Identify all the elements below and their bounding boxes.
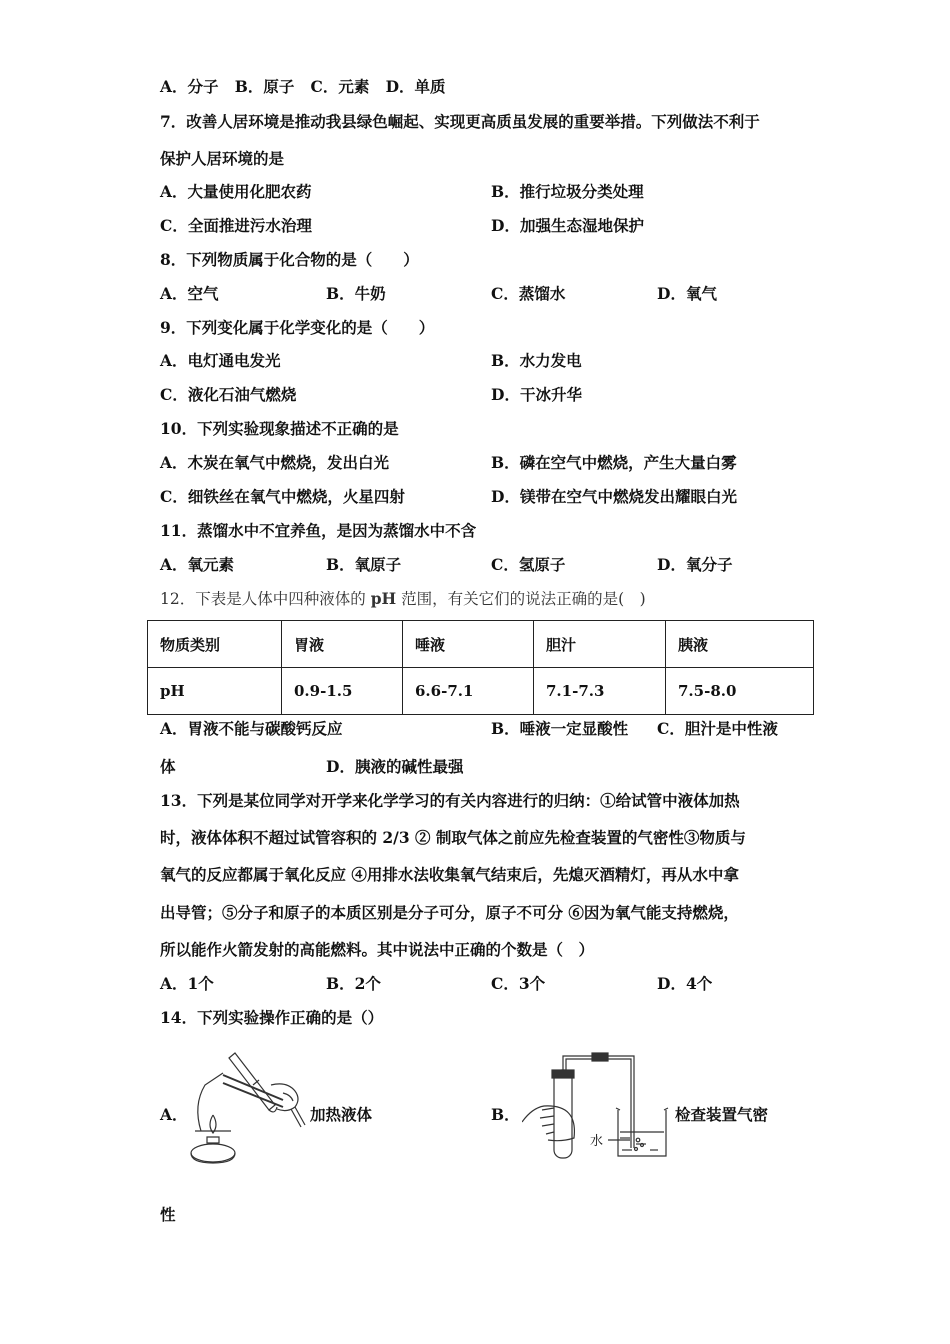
q12-option-d: D．胰液的碱性最强 bbox=[326, 757, 464, 776]
q7-option-d: D．加强生态湿地保护 bbox=[491, 216, 644, 235]
q6-option-b: B．原子 bbox=[234, 77, 295, 96]
q14-option-b-continued: 性 bbox=[160, 1205, 176, 1224]
q13-stem-line: 13．下列是某位同学对开学来化学学习的有关内容进行的归纳：①给试管中液体加热 bbox=[160, 791, 740, 810]
table-header-cell: 物质类别 bbox=[148, 621, 282, 668]
q12-stem bbox=[160, 589, 646, 609]
q12-option-a: A．胃液不能与碳酸钙反应 bbox=[160, 719, 343, 738]
heating-liquid-illustration bbox=[183, 1045, 308, 1165]
table-header-cell: 胃液 bbox=[282, 621, 403, 668]
q12-option-b: B．唾液一定显酸性 bbox=[491, 719, 629, 738]
q9-option-d: D．干冰升华 bbox=[491, 385, 582, 404]
q12-stem-ph: pH bbox=[370, 589, 397, 608]
q13-option-a: A．1个 bbox=[160, 974, 214, 993]
q7-stem-line2: 保护人居环境的是 bbox=[160, 149, 285, 168]
ph-table bbox=[147, 620, 814, 715]
q12-number: 12． bbox=[160, 590, 196, 608]
q8-option-b: B．牛奶 bbox=[326, 284, 386, 303]
q14-option-b-label: B． bbox=[491, 1105, 520, 1124]
q10-option-a: A．木炭在氧气中燃烧，发出白光 bbox=[160, 453, 390, 472]
q8-option-c: C．蒸馏水 bbox=[491, 284, 566, 303]
table-header-row bbox=[148, 621, 814, 668]
q10-option-b: B．磷在空气中燃烧，产生大量白雾 bbox=[491, 453, 737, 472]
q8-option-a: A．空气 bbox=[160, 284, 219, 303]
q14-stem: 14．下列实验操作正确的是（） bbox=[160, 1008, 384, 1027]
q7-option-a: A．大量使用化肥农药 bbox=[160, 182, 312, 201]
q9-option-c: C．液化石油气燃烧 bbox=[160, 385, 297, 404]
q12-option-c: C．胆汁是中性液 bbox=[657, 719, 778, 738]
q13-option-b: B．2个 bbox=[326, 974, 381, 993]
table-header-cell: 唾液 bbox=[403, 621, 534, 668]
q13-stem-line: 出导管；⑤分子和原子的本质区别是分子可分，原子不可分 ⑥因为氧气能支持燃烧， bbox=[160, 903, 739, 922]
q9-option-a: A．电灯通电发光 bbox=[160, 351, 281, 370]
q14-option-b-text: 检查装置气密 bbox=[675, 1105, 769, 1124]
q10-option-d: D．镁带在空气中燃烧发出耀眼白光 bbox=[491, 487, 737, 506]
q14-option-a-text: 加热液体 bbox=[310, 1105, 373, 1124]
q12-stem-post: 范围，有关它们的说法正确的是( ) bbox=[401, 590, 646, 608]
table-row bbox=[148, 668, 814, 715]
q6-option-c: C．元素 bbox=[310, 77, 370, 96]
q6-option-d: D．单质 bbox=[385, 77, 446, 96]
q9-option-b: B．水力发电 bbox=[491, 351, 582, 370]
q11-option-a: A．氧元素 bbox=[160, 555, 235, 574]
q13-option-c: C．3个 bbox=[491, 974, 546, 993]
table-cell: pH bbox=[148, 668, 282, 715]
table-cell: 7.5-8.0 bbox=[666, 668, 814, 715]
table-header-cell: 胆汁 bbox=[534, 621, 666, 668]
q12-stem-pre: 下表是人体中四种液体的 bbox=[195, 590, 366, 608]
q11-option-b: B．氧原子 bbox=[326, 555, 402, 574]
q8-stem: 8．下列物质属于化合物的是（ ） bbox=[160, 250, 419, 269]
q13-option-d: D．4个 bbox=[657, 974, 713, 993]
q6-options bbox=[160, 77, 446, 97]
table-cell: 0.9-1.5 bbox=[282, 668, 403, 715]
q11-stem: 11．蒸馏水中不宜养鱼，是因为蒸馏水中不含 bbox=[160, 521, 477, 540]
q14-option-a-label: A． bbox=[160, 1105, 188, 1124]
table-cell: 6.6-7.1 bbox=[403, 668, 534, 715]
q13-stem-line: 所以能作火箭发射的高能燃料。其中说法中正确的个数是（ ） bbox=[160, 940, 595, 959]
q7-option-b: B．推行垃圾分类处理 bbox=[491, 182, 644, 201]
airtightness-check-illustration bbox=[522, 1048, 672, 1163]
q10-stem: 10．下列实验现象描述不正确的是 bbox=[160, 419, 399, 438]
q8-option-d: D．氧气 bbox=[657, 284, 717, 303]
q6-option-a: A．分子 bbox=[160, 77, 219, 96]
table-cell: 7.1-7.3 bbox=[534, 668, 666, 715]
water-label: 水 bbox=[590, 1133, 604, 1148]
q7-option-c: C．全面推进污水治理 bbox=[160, 216, 312, 235]
q11-option-c: C．氢原子 bbox=[491, 555, 566, 574]
q10-option-c: C．细铁丝在氧气中燃烧，火星四射 bbox=[160, 487, 405, 506]
q13-stem-line: 氧气的反应都属于氧化反应 ④用排水法收集氧气结束后，先熄灭酒精灯，再从水中拿 bbox=[160, 865, 739, 884]
q7-stem-line1: 7．改善人居环境是推动我县绿色崛起、实现更高质虽发展的重要举措。下列做法不利于 bbox=[160, 112, 760, 131]
q13-stem-line: 时，液体体积不超过试管容积的 2/3 ② 制取气体之前应先检查装置的气密性③物质与 bbox=[160, 828, 746, 847]
table-header-cell: 胰液 bbox=[666, 621, 814, 668]
q12-option-c-continued: 体 bbox=[160, 757, 176, 776]
q11-option-d: D．氧分子 bbox=[657, 555, 733, 574]
q9-stem: 9．下列变化属于化学变化的是（ ） bbox=[160, 318, 435, 337]
